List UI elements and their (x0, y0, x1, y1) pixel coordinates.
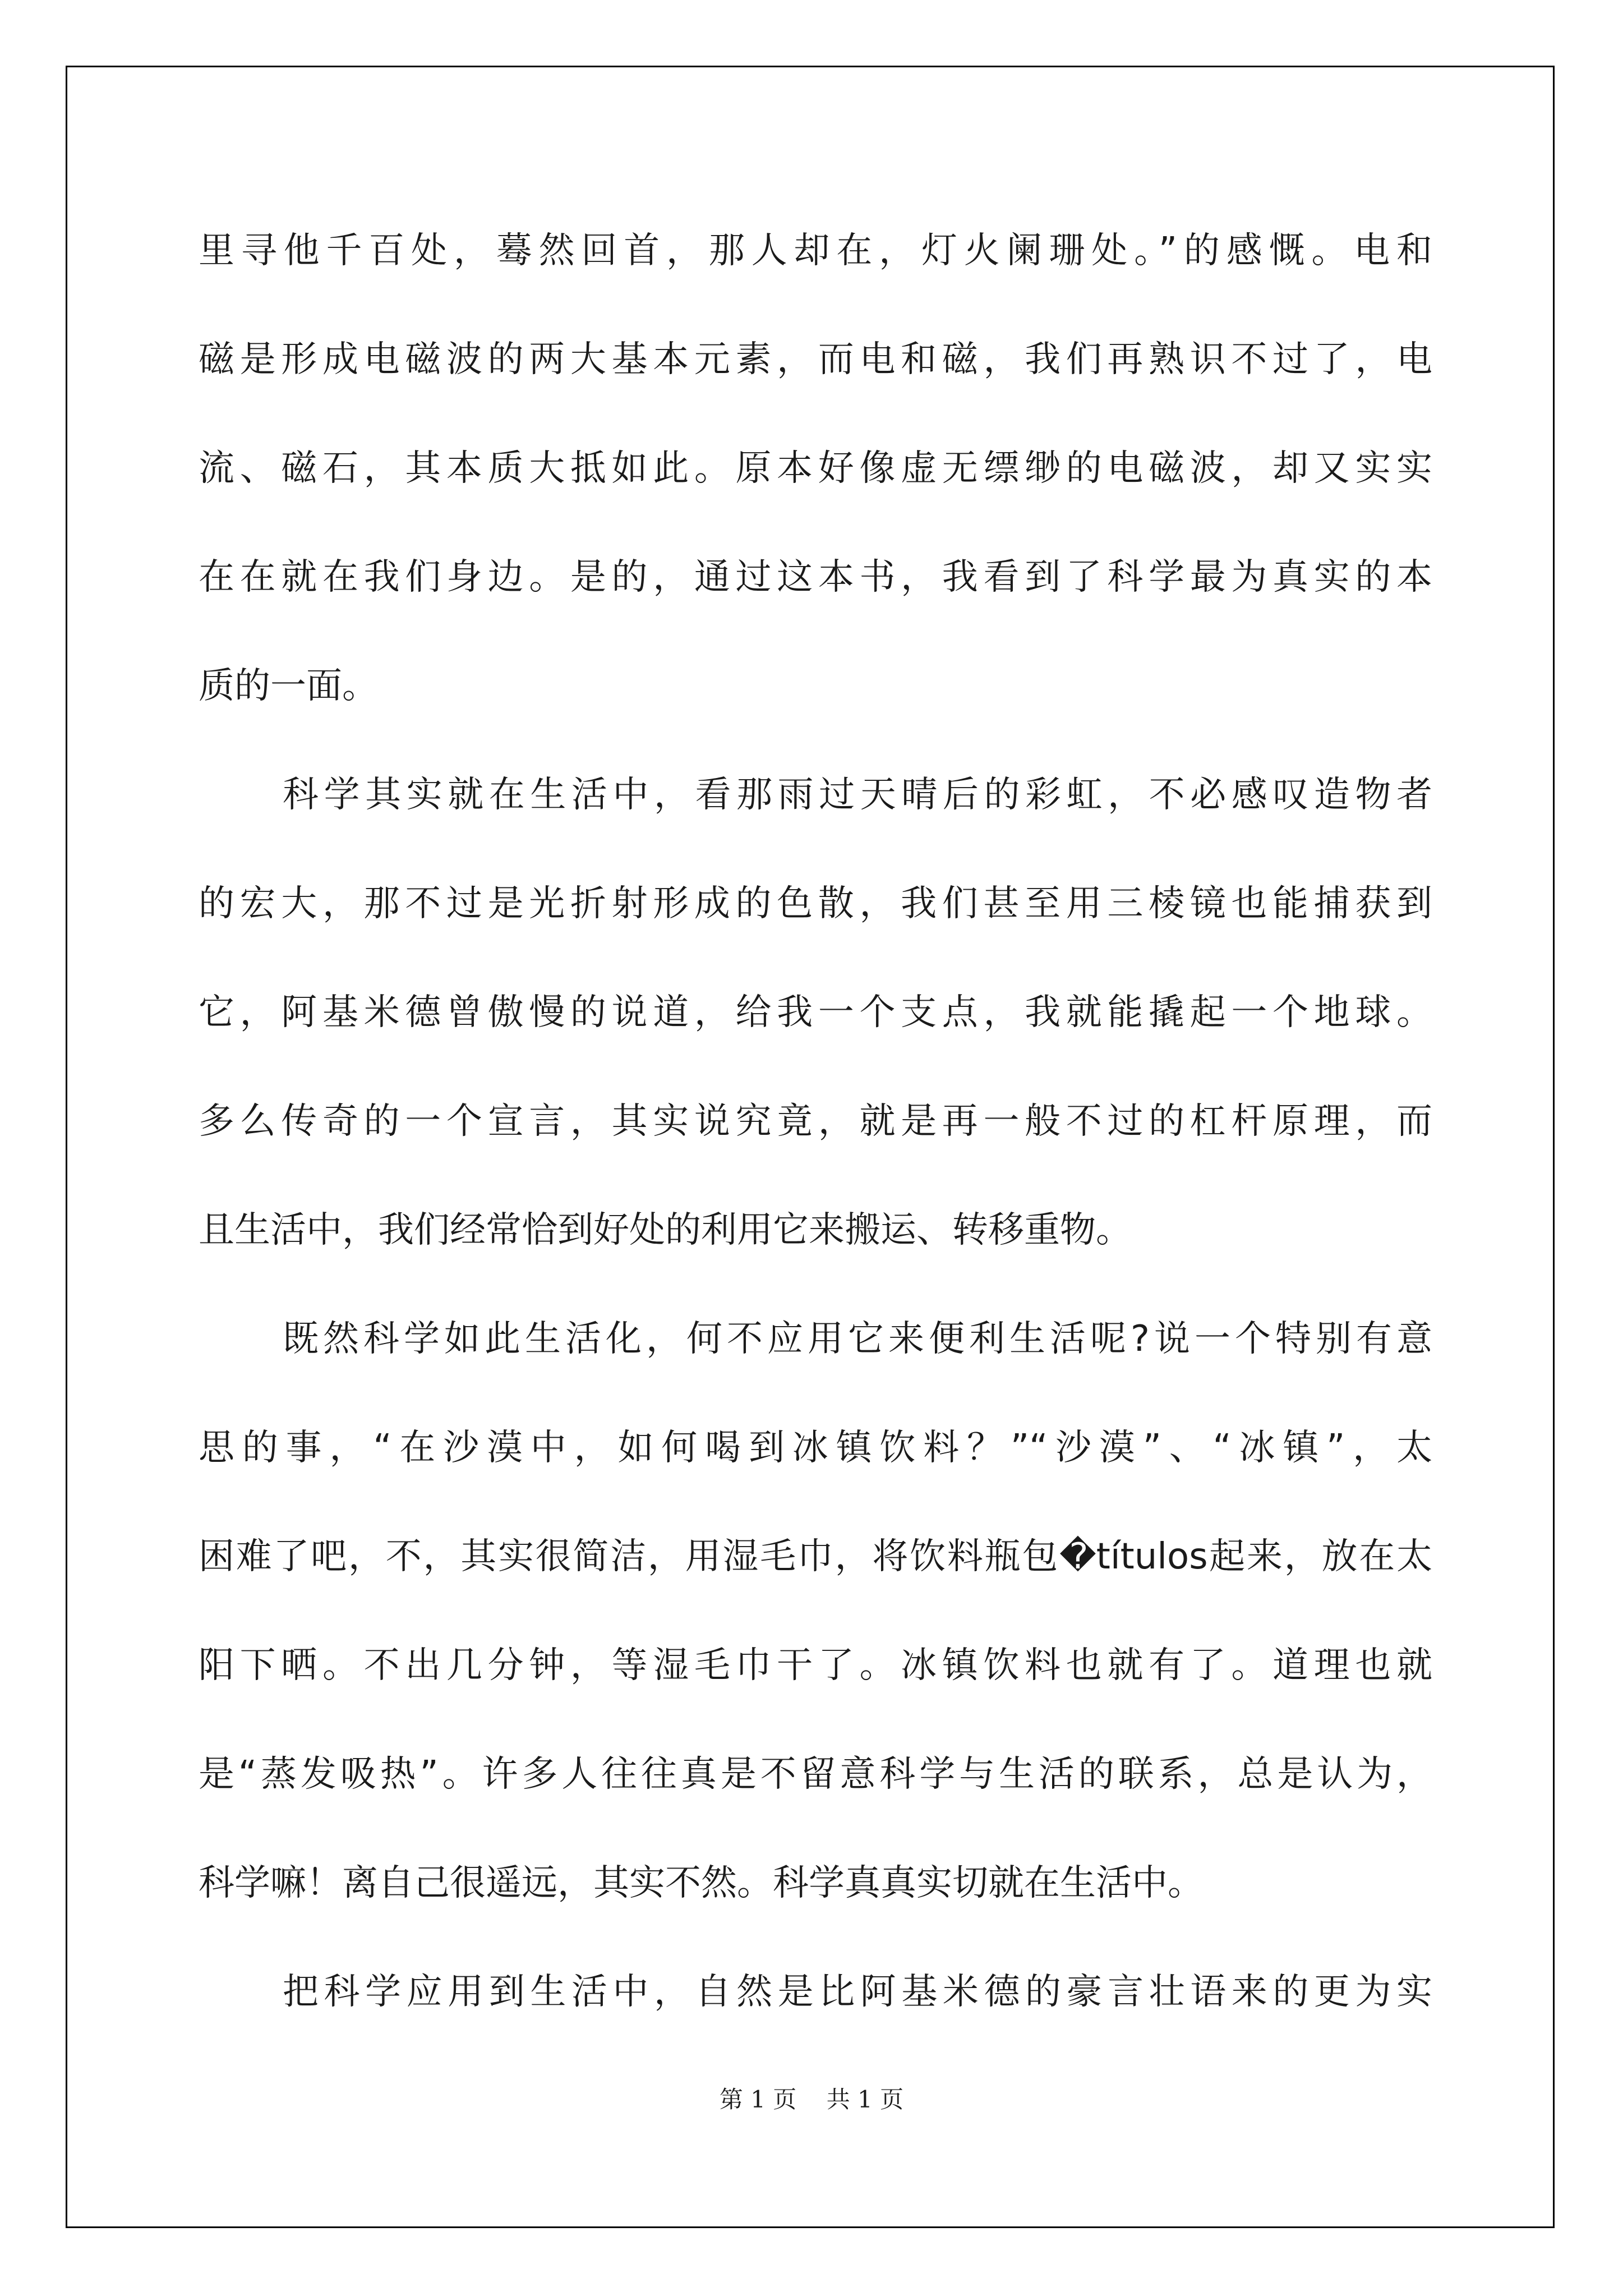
document-body (199, 196, 1432, 2046)
paragraph-3 (199, 1285, 1432, 1938)
text-line: 阳下晒。不出几分钟，等湿毛巾干了。冰镇饮料也就有了。道理也就 (199, 1645, 1432, 1686)
text-line: 磁是形成电磁波的两大基本元素，而电和磁，我们再熟识不过了，电 (199, 339, 1432, 380)
text-line: 且生活中，我们经常恰到好处的利用它来搬运、转移重物。 (199, 1209, 1132, 1251)
page-footer: 第 1 页 共 1 页 (719, 2086, 904, 2113)
text-line: 既然科学如此生活化，何不应用它来便利生活呢?说一个特别有意 (283, 1318, 1432, 1360)
paragraph-1 (199, 196, 1432, 740)
text-line: 困难了吧，不，其实很简洁，用湿毛巾，将饮料瓶包�títulos起来，放在太 (199, 1536, 1432, 1577)
text-line: 把科学应用到生活中，自然是比阿基米德的豪言壮语来的更为实 (283, 1971, 1432, 2013)
text-line: 的宏大，那不过是光折射形成的色散，我们甚至用三棱镜也能捕获到 (199, 883, 1432, 924)
text-line: 质的一面。 (199, 665, 378, 707)
paragraph-4 (199, 1938, 1432, 2046)
text-line: 是“蒸发吸热”。许多人往往真是不留意科学与生活的联系，总是认为， (199, 1754, 1432, 1795)
text-line: 流、磁石，其本质大抵如此。原本好像虚无缥缈的电磁波，却又实实 (199, 448, 1432, 489)
text-line: 科学其实就在生活中，看那雨过天晴后的彩虹，不必感叹造物者 (283, 774, 1432, 816)
text-line: 多么传奇的一个宣言，其实说究竟，就是再一般不过的杠杆原理，而 (199, 1101, 1432, 1142)
text-line: 思的事，“在沙漠中，如何喝到冰镇饮料？”“沙漠”、“冰镇”，太 (199, 1427, 1432, 1469)
text-line: 在在就在我们身边。是的，通过这本书，我看到了科学最为真实的本 (199, 556, 1432, 598)
paragraph-2 (199, 740, 1432, 1285)
text-line: 科学嘛！离自己很遥远，其实不然。科学真真实切就在生活中。 (199, 1862, 1204, 1904)
text-line: 里寻他千百处，蓦然回首，那人却在，灯火阑珊处。”的感慨。电和 (199, 230, 1432, 272)
text-line: 它，阿基米德曾傲慢的说道，给我一个支点，我就能撬起一个地球。 (199, 992, 1432, 1033)
